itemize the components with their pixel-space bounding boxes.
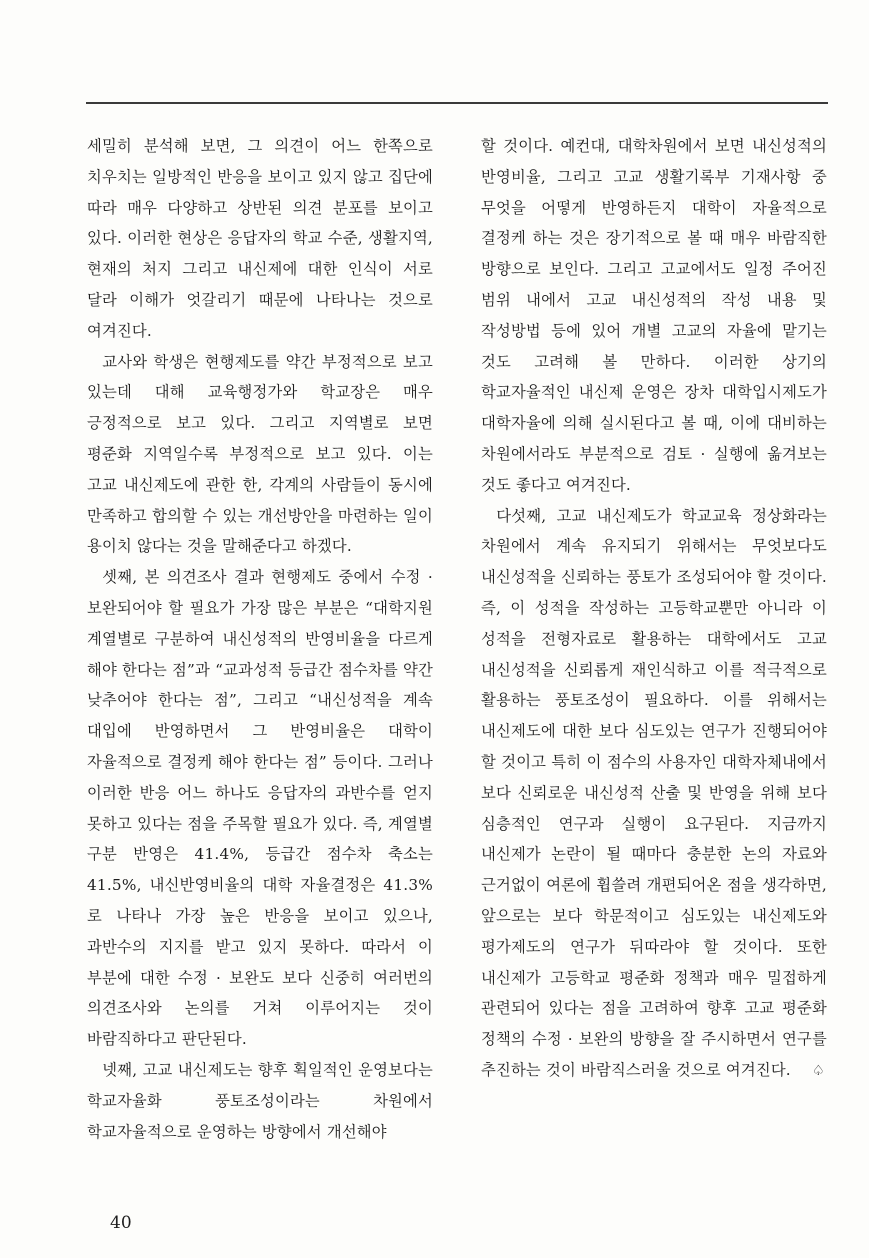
paragraph: 교사와 학생은 현행제도를 약간 부정적으로 보고 있는데 대해 교육행정가와 학교장은 매우 긍정적으로 보고 있다. 그리고 지역별로 보면 평준화 지역일수록 부정적으로 보고 있다. 이는 고교 내신제도에 관한 한, 각계의 사람들이 동시에 만족하고 합의할 수 있는 개선방안을 마련하는 일이 용이치 않다는 것을 말해준다고 하겠다. <box>87 352 433 556</box>
paragraph <box>481 501 827 1087</box>
end-mark-icon: ♤ <box>812 1062 825 1079</box>
left-column <box>87 131 433 1147</box>
paragraph: 넷째, 고교 내신제도는 향후 획일적인 운영보다는 학교자율화 풍토조성이라는 차원에서 학교자율적으로 운영하는 방향에서 개선해야 <box>87 1060 433 1141</box>
paragraph: 세밀히 분석해 보면, 그 의견이 어느 한쪽으로 치우치는 일방적인 반응을 보이고 있지 않고 집단에 따라 매우 다양하고 상반된 의견 분포를 보이고 있다. 이러한 현상은 응답자의 학교 수준, 생활지역, 현재의 처지 그리고 내신제에 대한 인식이 서로 달라 이해가 엇갈리기 때문에 나타나는 것으로 여겨진다. <box>87 137 433 340</box>
paragraph-text: 다섯째, 고교 내신제도가 학교교육 정상화라는 차원에서 계속 유지되기 위해서는 무엇보다도 내신성적을 신뢰하는 풍토가 조성되어야 할 것이다. 즉, 이 성적을 작성하는 고등학교뿐만 아니라 이 성적을 전형자료로 활용하는 대학에서도 고교 내신성적을 신뢰롭게 재인식하고 이를 적극적으로 활용하는 풍토조성이 필요하다. 이를 위해서는 내신제도에 대한 보다 심도있는 연구가 진행되어야 할 것이고 특히 이 점수의 사용자인 대학자체내에서 보다 신뢰로운 내신성적 산출 및 반영을 위해 보다 심층적인 연구과 실행이 요구된다. 지금까지 내신제가 논란이 될 때마다 충분한 논의 자료와 근거없이 여론에 휩쓸려 개편되어온 점을 생각하면, 앞으로는 보다 학문적이고 심도있는 내신제도와 평가제도의 연구가 뒤따라야 할 것이다. 또한 내신제가 고등학교 평준화 정책과 매우 밀접하게 관련되어 있다는 점을 고려하여 향후 고교 평준화 정책의 수정 · 보완의 방향을 잘 주시하면서 연구를 추진하는 것이 바람직스러울 것으로 여겨진다. <box>481 506 827 1079</box>
page-number: 40 <box>110 1213 132 1233</box>
header-rule <box>86 102 828 104</box>
right-column <box>481 131 827 1087</box>
paragraph: 할 것이다. 예컨대, 대학차원에서 보면 내신성적의 반영비율, 그리고 고교 생활기록부 기재사항 중 무엇을 어떻게 반영하든지 대학이 자율적으로 결정케 하는 것은 장기적으로 볼 때 매우 바람직한 방향으로 보인다. 그리고 고교에서도 일정 주어진 범위 내에서 고교 내신성적의 작성 내용 및 작성방법 등에 있어 개별 고교의 자율에 맡기는 것도 고려해 볼 만하다. 이러한 상기의 학교자율적인 내신제 운영은 장차 대학입시제도가 대학자율에 의해 실시된다고 볼 때, 이에 대비하는 차원에서라도 부분적으로 검토 · 실행에 옮겨보는 것도 좋다고 여겨진다. <box>481 137 827 494</box>
paragraph: 셋째, 본 의견조사 결과 현행제도 중에서 수정 · 보완되어야 할 필요가 가장 많은 부분은 “대학지원 계열별로 구분하여 내신성적의 반영비율을 다르게 해야 한다는 점”과 “교과성적 등급간 점수차를 약간 낮추어야 한다는 점”, 그리고 “내신성적을 계속 대입에 반영하면서 그 반영비율은 대학이 자율적으로 결정케 해야 한다는 점” 등이다. 그러나 이러한 반응 어느 하나도 응답자의 과반수를 얻지 못하고 있다는 점을 주목할 필요가 있다. 즉, 계열별 구분 반영은 41.4%, 등급간 점수차 축소는 41.5%, 내신반영비율의 대학 자율결정은 41.3%로 나타나 가장 높은 반응을 보이고 있으나, 과반수의 지지를 받고 있지 못하다. 따라서 이 부분에 대한 수정 · 보완도 보다 신중히 여러번의 의견조사와 논의를 거쳐 이루어지는 것이 바람직하다고 판단된다. <box>87 568 433 1049</box>
